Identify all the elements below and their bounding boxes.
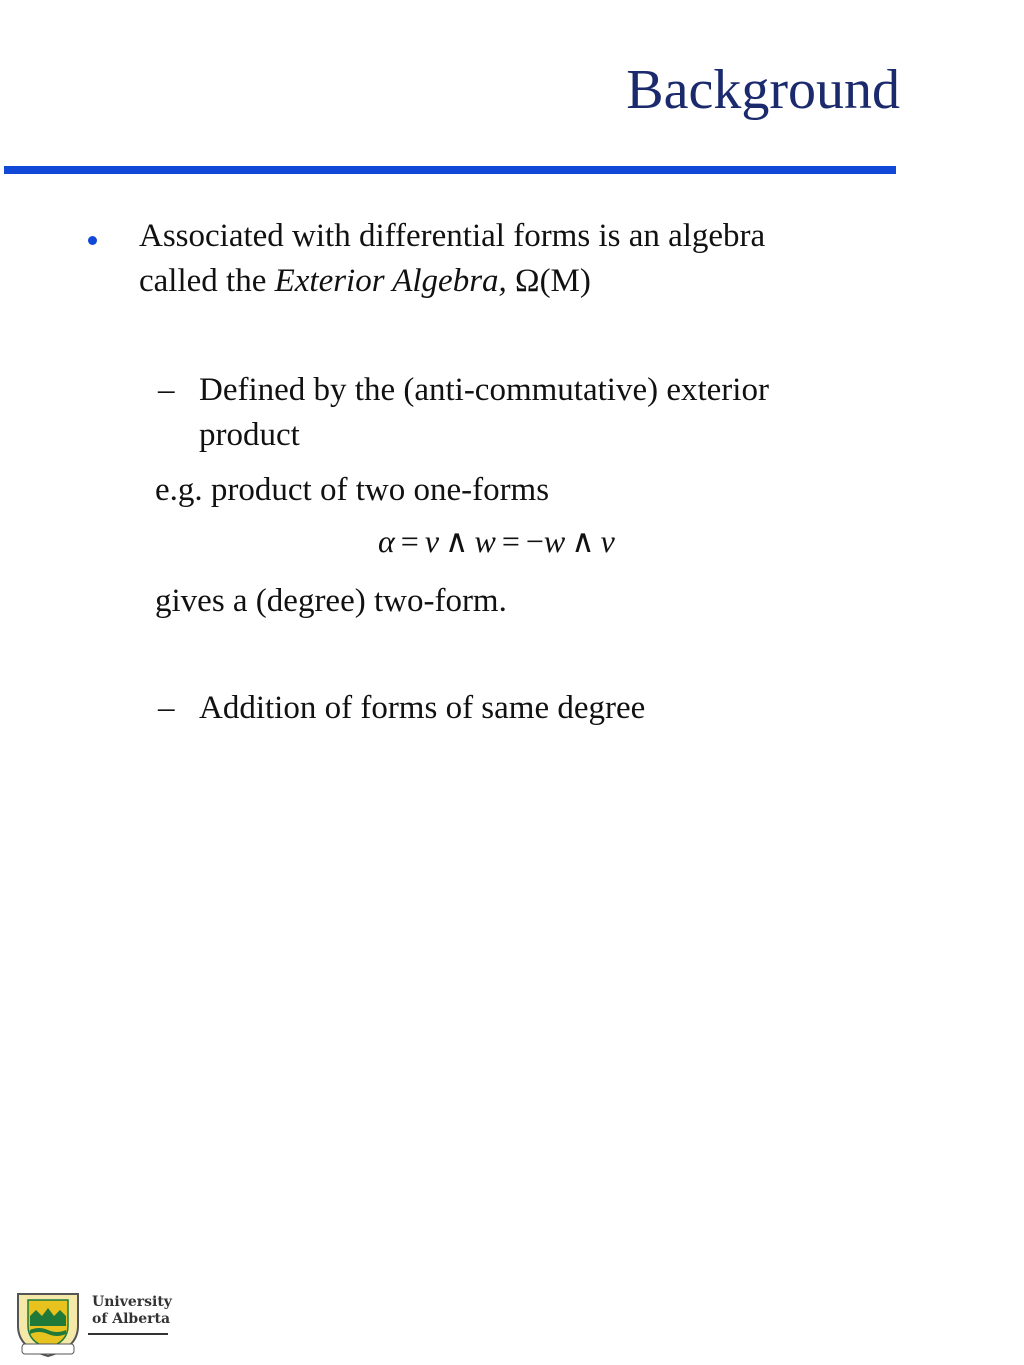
sub1-example: e.g. product of two one-forms <box>155 472 550 508</box>
sub2-line1: Addition of forms of same degree <box>199 690 646 726</box>
sub1-line2: product <box>199 417 300 453</box>
exterior-algebra-term: Exterior Algebra, <box>274 263 507 299</box>
logo-line2: of Alberta <box>92 1311 171 1327</box>
slide-title: Background <box>626 59 900 121</box>
bullet1-line2: called the Exterior Algebra, Ω(M) <box>139 263 591 299</box>
logo-line1: University <box>92 1294 172 1310</box>
bullet-icon <box>88 236 97 245</box>
logo-divider <box>88 1333 168 1335</box>
sub2-dash: – <box>158 690 175 726</box>
sub1-dash: – <box>158 372 175 408</box>
bullet1-line1: Associated with differential forms is an algebra <box>139 218 766 254</box>
title-divider <box>4 166 896 174</box>
sub1-result: gives a (degree) two-form. <box>155 583 507 619</box>
wedge-formula: α = v ∧ w = −w ∧ v <box>378 523 615 559</box>
sub1-line1: Defined by the (anti-commutative) exterior <box>199 372 769 408</box>
